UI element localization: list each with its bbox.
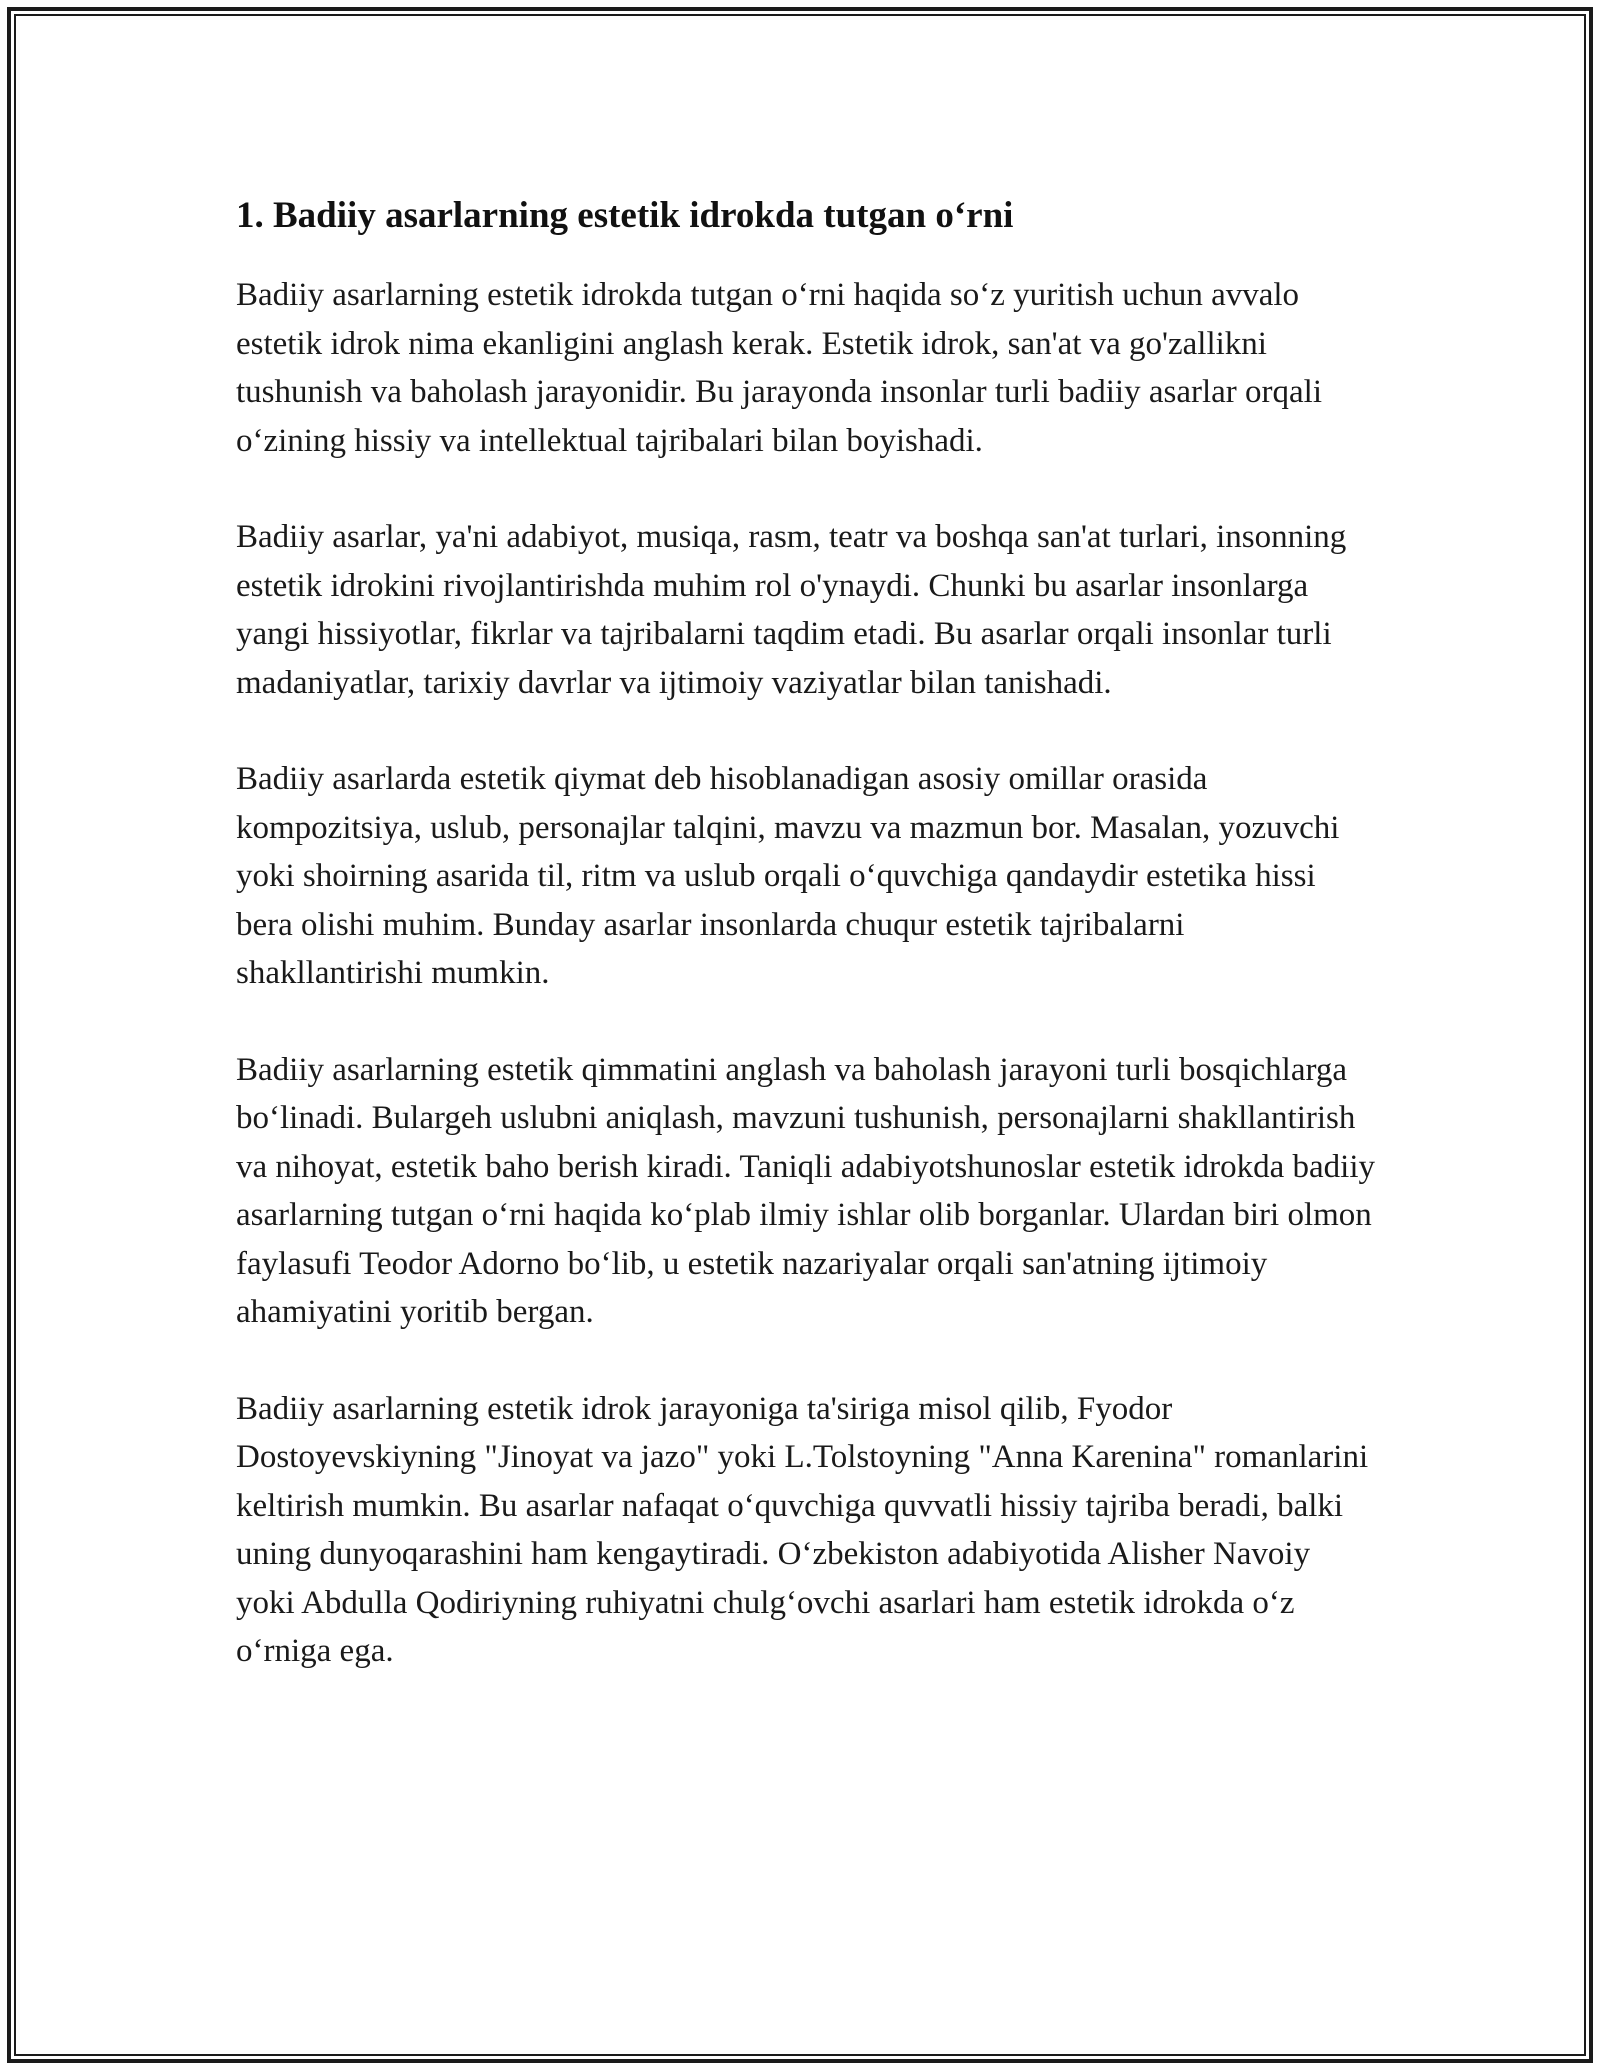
paragraph-4: Badiiy asarlarning estetik qimmatini anglash va baholash jarayoni turli bosqichlarga boʻlinadi. Bulargeh uslubni aniqlash, mavzuni tushunish, personajlarni shakllantirish va nihoyat, estetik baho berish kiradi. Taniqli adabiyotshunoslar estetik idrokda badiiy asarlarning tutgan oʻrni haqida koʻplab ilmiy ishlar olib borganlar. Ulardan biri olmon faylasufi Teodor Adorno boʻlib, u estetik nazariyalar orqali san'atning ijtimoiy ahamiyatini yoritib bergan. xyxy=(236,1051,1375,1330)
page-title: 1. Badiiy asarlarning estetik idrokda tutgan oʻrni xyxy=(236,195,1014,236)
paragraph-1: Badiiy asarlarning estetik idrokda tutgan oʻrni haqida soʻz yuritish uchun avvalo estetik idrok nima ekanligini anglash kerak. Estetik idrok, san'at va go'zallikni tushunish va baholash jarayonidir. Bu jarayonda insonlar turli badiiy asarlar orqali oʻzining hissiy va intellektual tajribalari bilan boyishadi. xyxy=(236,277,1322,459)
paragraph-3: Badiiy asarlarda estetik qiymat deb hisoblanadigan asosiy omillar orasida kompozitsiya, uslub, personajlar talqini, mavzu va mazmun bor. Masalan, yozuvchi yoki shoirning asarida til, ritm va uslub orqali oʻquvchiga qandaydir estetika hissi bera olishi muhim. Bunday asarlar insonlarda chuqur estetik tajribalarni shakllantirishi mumkin. xyxy=(236,761,1340,991)
paragraph-2: Badiiy asarlar, ya'ni adabiyot, musiqa, rasm, teatr va boshqa san'at turlari, insonning estetik idrokini rivojlantirishda muhim rol o'ynaydi. Chunki bu asarlar insonlarga yangi hissiyotlar, fikrlar va tajribalarni taqdim etadi. Bu asarlar orqali insonlar turli madaniyatlar, tarixiy davrlar va ijtimoiy vaziyatlar bilan tanishadi. xyxy=(236,519,1347,701)
document-body xyxy=(236,188,1376,1724)
paragraph-5: Badiiy asarlarning estetik idrok jarayoniga ta'siriga misol qilib, Fyodor Dostoyevskiyning "Jinoyat va jazo" yoki L.Tolstoyning "Anna Karenina" romanlarini keltirish mumkin. Bu asarlar nafaqat oʻquvchiga quvvatli hissiy tajriba beradi, balki uning dunyoqarashini ham kengaytiradi. Oʻzbekiston adabiyotida Alisher Navoiy yoki Abdulla Qodiriyning ruhiyatni chulgʻovchi asarlari ham estetik idrokda oʻz oʻrniga ega. xyxy=(236,1390,1369,1669)
